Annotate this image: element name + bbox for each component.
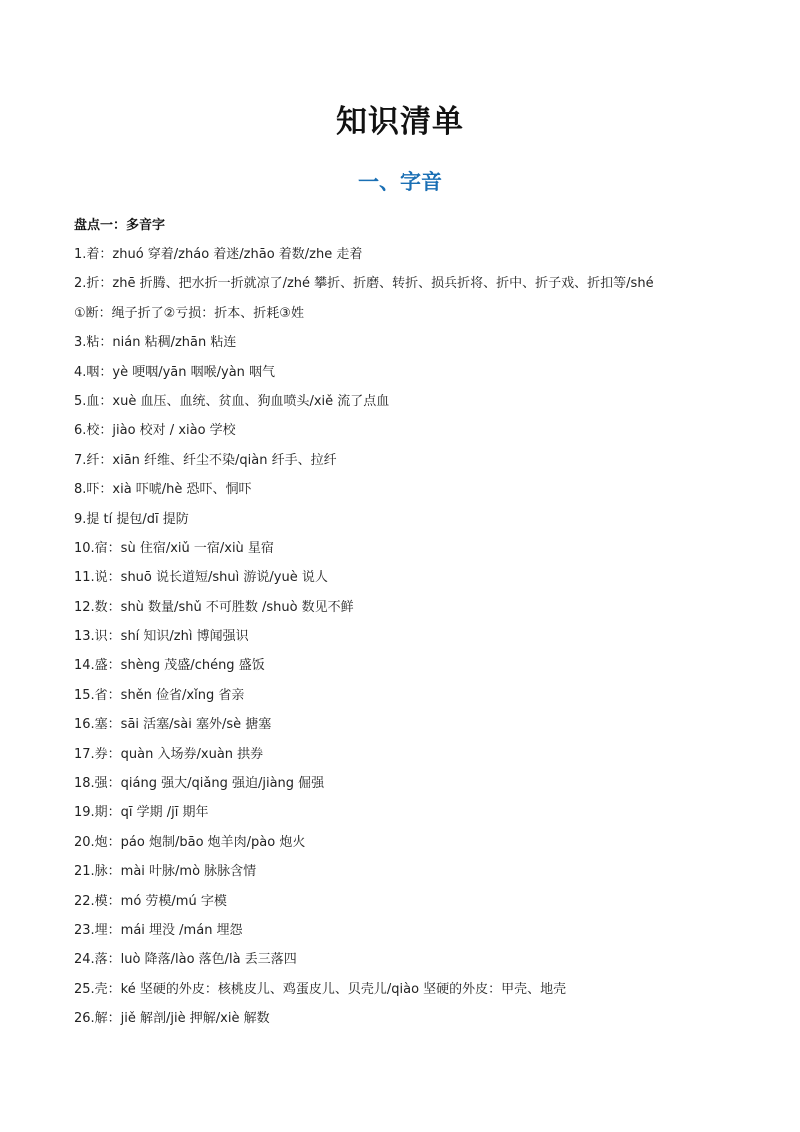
page-title: 知识清单 — [336, 104, 464, 140]
entry-list — [74, 240, 744, 1034]
list-item: 12.数：shù 数量/shǔ 不可胜数 /shuò 数见不鲜 — [74, 599, 354, 615]
subheading: 盘点一：多音字 — [74, 218, 166, 233]
list-item: 6.校：jiào 校对 / xiào 学校 — [74, 423, 236, 439]
list-item: 1.着：zhuó 穿着/zháo 着迷/zhāo 着数/zhe 走着 — [74, 247, 363, 262]
list-item: 20.炮：páo 炮制/bāo 炮羊肉/pào 炮火 — [74, 834, 306, 850]
list-item: 15.省：shěn 俭省/xǐng 省亲 — [74, 687, 245, 703]
list-item: 19.期：qī 学期 /jī 期年 — [74, 805, 209, 821]
section-heading: 一、字音 — [358, 170, 442, 194]
list-item: 24.落：luò 降落/lào 落色/là 丢三落四 — [74, 952, 297, 968]
list-item: 18.强：qiáng 强大/qiǎng 强迫/jiàng 倔强 — [74, 776, 325, 792]
list-item: 22.模：mó 劳模/mú 字模 — [74, 893, 227, 909]
list-item: 16.塞：sāi 活塞/sài 塞外/sè 搪塞 — [74, 717, 272, 733]
list-item: 3.粘：nián 粘稠/zhān 粘连 — [74, 335, 237, 351]
list-item: 4.咽：yè 哽咽/yān 咽喉/yàn 咽气 — [74, 364, 276, 380]
list-item: 26.解：jiě 解剖/jiè 押解/xiè 解数 — [74, 1011, 270, 1027]
list-item: 17.券：quàn 入场券/xuàn 拱券 — [74, 746, 264, 762]
list-item: ①断：绳子折了②亏损：折本、折耗③姓 — [74, 305, 304, 321]
list-item: 14.盛：shèng 茂盛/chéng 盛饭 — [74, 658, 265, 674]
list-item: 5.血：xuè 血压、血统、贫血、狗血喷头/xiě 流了点血 — [74, 393, 390, 409]
list-item: 13.识：shí 知识/zhì 博闻强识 — [74, 629, 249, 645]
list-item: 25.壳：ké 坚硬的外皮：核桃皮儿、鸡蛋皮儿、贝壳儿/qiào 坚硬的外皮：甲壳、地壳 — [74, 981, 567, 997]
list-item: 21.脉：mài 叶脉/mò 脉脉含情 — [74, 864, 257, 880]
list-item: 11.说：shuō 说长道短/shuì 游说/yuè 说人 — [74, 570, 328, 586]
list-item: 23.埋：mái 埋没 /mán 埋怨 — [74, 922, 243, 938]
list-item: 7.纤：xiān 纤维、纤尘不染/qiàn 纤手、拉纤 — [74, 452, 337, 468]
list-item: 9.提 tí 提包/dī 提防 — [74, 511, 189, 527]
list-item: 10.宿：sù 住宿/xiǔ 一宿/xiù 星宿 — [74, 540, 274, 556]
list-item: 8.吓：xià 吓唬/hè 恐吓、恫吓 — [74, 482, 252, 498]
list-item: 2.折：zhē 折腾、把水折一折就凉了/zhé 攀折、折磨、转折、损兵折将、折中、折子戏、折扣等/shé — [74, 276, 654, 292]
